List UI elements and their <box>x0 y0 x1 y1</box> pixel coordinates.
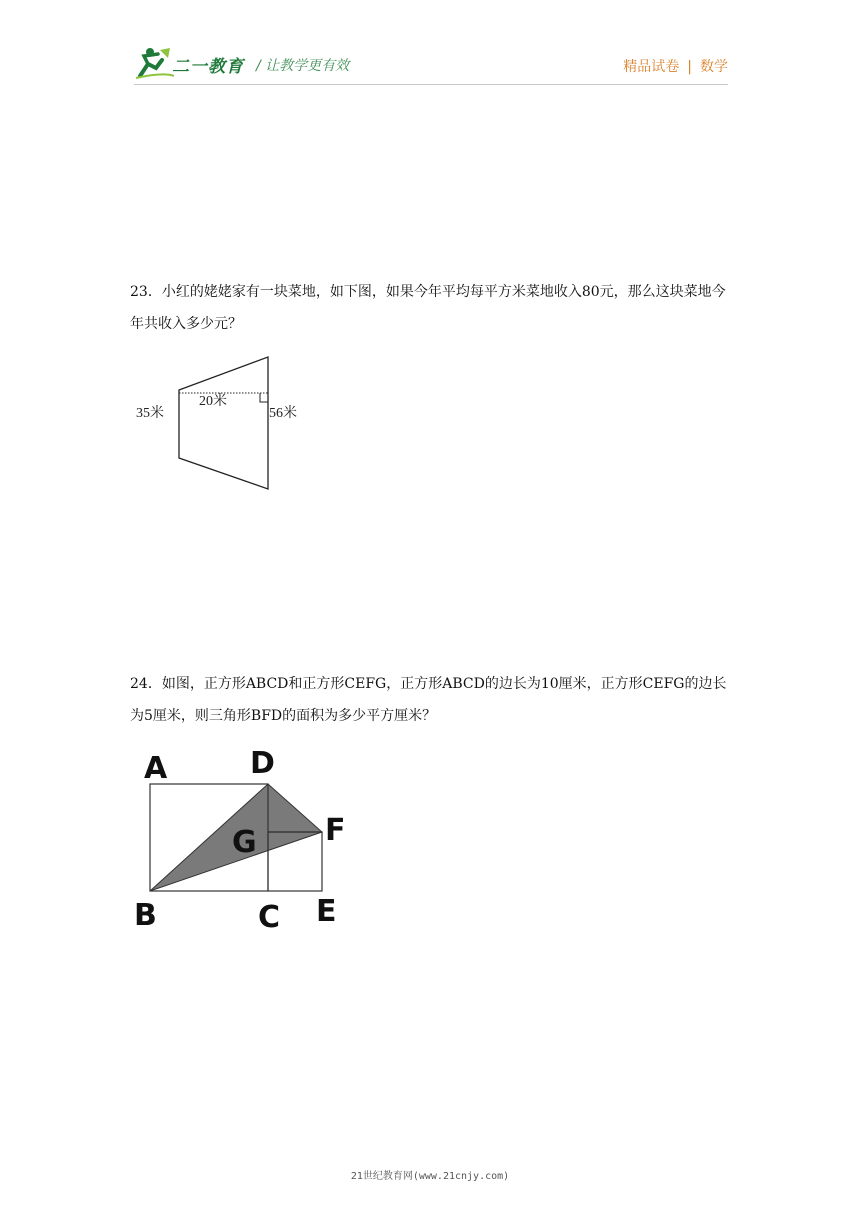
label-d: D <box>250 746 275 781</box>
header-separator: | <box>687 59 692 75</box>
brand-slogan: / 让教学更有效 <box>256 58 350 74</box>
subject-label: 数学 <box>700 59 728 75</box>
left-side-label: 35米 <box>136 406 164 421</box>
label-f: F <box>325 813 346 848</box>
trapezoid-figure <box>130 350 330 500</box>
label-e: E <box>316 894 337 929</box>
header-divider <box>134 84 728 85</box>
page-header <box>0 0 860 100</box>
right-side-label: 56米 <box>269 406 297 421</box>
label-g: G <box>232 825 257 860</box>
category-label: 精品试卷 <box>623 59 680 75</box>
page-footer: 21世纪教育网(www.21cnjy.com) <box>350 1171 510 1182</box>
right-angle-mark <box>260 393 268 402</box>
label-b: B <box>134 898 157 933</box>
question-23-text: 23．小红的姥姥家有一块菜地，如下图，如果今年平均每平方米菜地收入80元，那么这块菜地今年共收入多少元？ <box>130 284 726 332</box>
label-a: A <box>144 751 168 786</box>
question-24-text: 24．如图，正方形ABCD和正方形CEFG，正方形ABCD的边长为10厘米，正方形CEFG的边长为5厘米，则三角形BFD的面积为多少平方厘米？ <box>130 676 727 724</box>
trapezoid-shape <box>179 357 268 489</box>
squares-figure <box>130 745 370 935</box>
height-label: 20米 <box>199 394 227 409</box>
header-category <box>623 56 728 76</box>
label-c: C <box>258 900 281 935</box>
brand-name: 二一教育 <box>172 57 244 77</box>
